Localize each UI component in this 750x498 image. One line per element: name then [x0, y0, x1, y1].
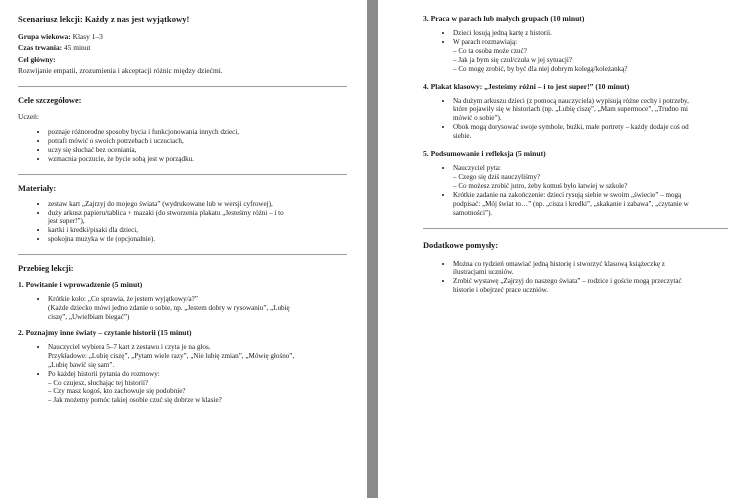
divider — [18, 254, 347, 255]
main-goal-label: Cel główny: — [18, 54, 56, 64]
list-item: • Na dużym arkuszu dzieci (z pomocą nauczyciela) wypisują różne cechy i potrzeby, które pojawiły się w historiach (np. „Lubię ciszę”, „Mam supermoce”, „Trudno mi mówić o sobie”). — [453, 97, 728, 124]
przebieg-heading: Przebieg lekcji: — [18, 264, 74, 274]
divider — [18, 86, 347, 87]
list-item: • spokojna muzyka w tle (opcjonalnie). — [48, 235, 347, 244]
list-item: • Obok mogą dorysować swoje symbole, buźki, małe portrety – każdy dodaje coś od siebie. — [453, 123, 728, 141]
list-item: • Po każdej historii pytania do rozmowy: – Co czujesz, słuchając tej historii? – Czy masz kogoś, kto zachowuje się podobnie? – Jak możemy pomóc takiej osobie czuć się dobrze w klasie? — [48, 370, 347, 406]
dodatkowe-list — [423, 260, 728, 296]
list-item: • Krótkie koło: „Co sprawia, że jestem wyjątkowy/a?” (Każde dziecko mówi jedno zdanie o sobie, np. „Jestem dobry w rysowaniu”, „Lubię ciszę”, „Uwielbiam biegać”) — [48, 295, 347, 322]
list-item: • Można co tydzień omawiać jedną historię i stworzyć klasową książeczkę z ilustracjami uczniów. — [453, 260, 728, 278]
list-item: • wzmacnia poczucie, że bycie sobą jest w porządku. — [48, 155, 347, 164]
list-item: • Krótkie zadanie na zakończenie: dzieci rysują siebie w swoim „świecie” – mogą podpisać: „Mój świat to…” (np. „cisza i kredki”, „skakanie i zabawa”, „czytanie w samotności”). — [453, 191, 728, 218]
step2-list — [18, 343, 347, 405]
main-goal-text: Rozwijanie empatii, zrozumienia i akceptacji różnic między dziećmi. — [18, 66, 223, 76]
cele-list — [18, 128, 347, 164]
age-group: Grupa wiekowa: Klasy 1–3 — [18, 32, 103, 41]
step4-list — [423, 97, 728, 142]
list-item: • Zrobić wystawę „Zajrzyj do naszego świata” – rodzice i goście mogą przeczytać historie i obejrzeć prace uczniów. — [453, 277, 728, 295]
document-page-2 — [378, 0, 750, 498]
lesson-title: Scenariusz lekcji: Każdy z nas jest wyjątkowy! — [18, 14, 190, 24]
step3-list — [423, 29, 728, 74]
list-item: • W parach rozmawiają: – Co ta osoba może czuć? – Jak ja bym się czuł/czuła w jej sytuacji? – Co mogę zrobić, by być dla niej dobrym kolegą/koleżanką? — [453, 38, 728, 74]
materialy-list — [18, 200, 347, 245]
list-item: • zestaw kart „Zajrzyj do mojego świata” (wydrukowane lub w wersji cyfrowej), — [48, 200, 347, 209]
step4-heading: 4. Plakat klasowy: „Jesteśmy różni – i to jest super!” (10 minut) — [423, 81, 630, 91]
list-item: • Nauczyciel wybiera 5–7 kart z zestawu i czyta je na głos. Przykładowe: „Lubię ciszę”, „Pytam wiele razy”, „Nie lubię zmian”, „Mówię głośno”, „Lubię bawić się sam”. — [48, 343, 347, 370]
step1-list — [18, 295, 347, 322]
step1-heading: 1. Powitanie i wprowadzenie (5 minut) — [18, 280, 143, 290]
list-item: • poznaje różnorodne sposoby bycia i funkcjonowania innych dzieci, — [48, 128, 347, 137]
list-item: • Dzieci losują jedną kartę z historii. — [453, 29, 728, 38]
step5-list — [423, 164, 728, 217]
cele-heading: Cele szczegółowe: — [18, 95, 82, 105]
step2-heading: 2. Poznajmy inne światy – czytanie historii (15 minut) — [18, 327, 192, 337]
step3-heading: 3. Praca w parach lub małych grupach (10 minut) — [423, 14, 585, 23]
materialy-heading: Materiały: — [18, 183, 57, 193]
cele-intro: Uczeń: — [18, 111, 39, 121]
list-item: • potrafi mówić o swoich potrzebach i uczuciach, — [48, 137, 347, 146]
divider — [423, 228, 728, 229]
list-item: • kartki i kredki/pisaki dla dzieci, — [48, 226, 347, 235]
list-item: • uczy się słuchać bez oceniania, — [48, 146, 347, 155]
dodatkowe-heading: Dodatkowe pomysły: — [423, 240, 499, 250]
duration: Czas trwania: 45 minut — [18, 43, 91, 53]
divider — [18, 174, 347, 175]
step5-heading: 5. Podsumowanie i refleksja (5 minut) — [423, 149, 546, 159]
list-item: • duży arkusz papieru/tablica + mazaki (do stworzenia plakatu „Jesteśmy różni – i to jest super!”), — [48, 209, 347, 227]
list-item: • Nauczyciel pyta: – Czego się dziś nauczyliśmy? – Co możesz zrobić jutro, żeby komuś było łatwiej w szkole? — [453, 164, 728, 191]
document-page-1 — [0, 0, 367, 498]
